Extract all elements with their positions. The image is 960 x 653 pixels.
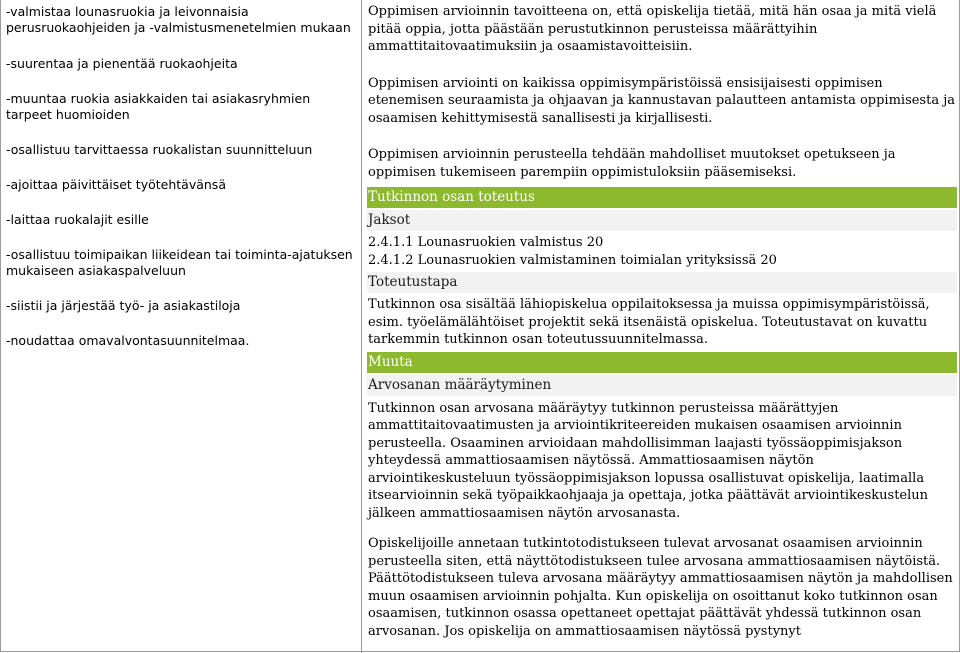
assessment-paragraph: Oppimisen arvioinnin tavoitteena on, että opiskelija tietää, mitä hän osaa ja mitä vielä pitää oppia, jotta päästään perustutkinnon perusteissa määrättyihin ammattitaitovaatimuksiin ja osaamistavoitteisiin.	[368, 4, 937, 54]
right-column	[368, 3, 956, 640]
toteutustapa-text: Tutkinnon osa sisältää lähiopiskelua oppilaitoksessa ja muissa oppimisympäristöissä, esim. työelämälähtöiset projektit sekä itsenäistä opiskelua. Toteutustavat on kuvattu tarkemmin tutkinnon osan toteutussuunnitelmassa.	[368, 297, 930, 347]
list-item: -valmistaa lounasruokia ja leivonnaisia perusruokaohjeiden ja -valmistusmenetelmien mukaan	[6, 4, 351, 35]
jakso-item: 2.4.1.2 Lounasruokien valmistaminen toimialan yrityksissä 20	[368, 252, 777, 268]
list-item: -siistii ja järjestää työ- ja asiakastiloja	[6, 298, 241, 313]
section-heading-toteutus: Tutkinnon osan toteutus	[367, 187, 957, 208]
list-item: -osallistuu toimipaikan liikeidean tai toiminta-ajatuksen mukaiseen asiakaspalveluun	[6, 247, 353, 278]
assessment-paragraph: Oppimisen arvioinnin perusteella tehdään mahdolliset muutokset opetukseen ja oppimisen tukemiseen parempiin oppimistuloksiin pääsemiseksi.	[368, 147, 896, 180]
list-item: -osallistuu tarvittaessa ruokalistan suunnitteluun	[6, 142, 313, 157]
arvosana-paragraph: Tutkinnon osan arvosana määräytyy tutkinnon perusteissa määrättyjen ammattitaitovaatimusten ja arviointikriteereiden mukaisen osaamisen arvioinnin perusteella. Osaaminen arvioidaan mahdollisimman laajasti työssäoppimisjakson yhteydessä ammattiosaamisen näytössä. Ammattiosaamisen näytön arviointikeskusteluun työssäoppimisjakson lopussa osallistuvat opiskelija, laatimalla itsearvioinnin sekä työpaikkaohjaaja ja opettaja, jotka päättävät arviointikeskustelun jälkeen ammattiosaamisen näytön arvosanasta.	[368, 400, 929, 521]
list-item: -suurentaa ja pienentää ruokaohjeita	[6, 56, 238, 71]
left-column	[6, 4, 356, 349]
section-heading-arvosana: Arvosanan määräytyminen	[367, 375, 957, 396]
list-item: -noudattaa omavalvontasuunnitelmaa.	[6, 333, 250, 348]
list-item: -muuntaa ruokia asiakkaiden tai asiakasryhmien tarpeet huomioiden	[6, 91, 311, 122]
section-heading-toteutustapa: Toteutustapa	[367, 272, 957, 293]
assessment-paragraph: Oppimisen arviointi on kaikissa oppimisympäristöissä ensisijaisesti oppimisen etenemisen seuraamista ja ohjaavan ja kannustavan palautteen antamista oppimisesta ja osaamisen kehittymisestä sanallisesti ja kirjallisesti.	[368, 75, 955, 126]
list-item: -laittaa ruokalajit esille	[6, 212, 149, 227]
jakso-item: 2.4.1.1 Lounasruokien valmistus 20	[368, 235, 604, 250]
section-heading-jaksot: Jaksot	[367, 210, 957, 231]
column-divider	[361, 0, 362, 653]
list-item: -ajoittaa päivittäiset työtehtävänsä	[6, 177, 226, 192]
arvosana-paragraph: Opiskelijoille annetaan tutkintotodistukseen tulevat arvosanat osaamisen arvioinnin perusteella siten, että näyttötodistukseen tulee arvosana ammattiosaamisen näytöistä. Päättötodistukseen tuleva arvosana määräytyy ammattiosaamisen näytön ja mahdollisen muun osaamisen arvioinnin pohjalta. Kun opiskelija on osoittanut koko tutkinnon osan osaamisen, tutkinnon osassa opettaneet opettajat päättävät yhdessä tutkinnon osan arvosanan. Jos opiskelija on ammattiosaamisen näytössä pystynyt	[368, 536, 953, 639]
section-heading-muuta: Muuta	[367, 352, 957, 373]
